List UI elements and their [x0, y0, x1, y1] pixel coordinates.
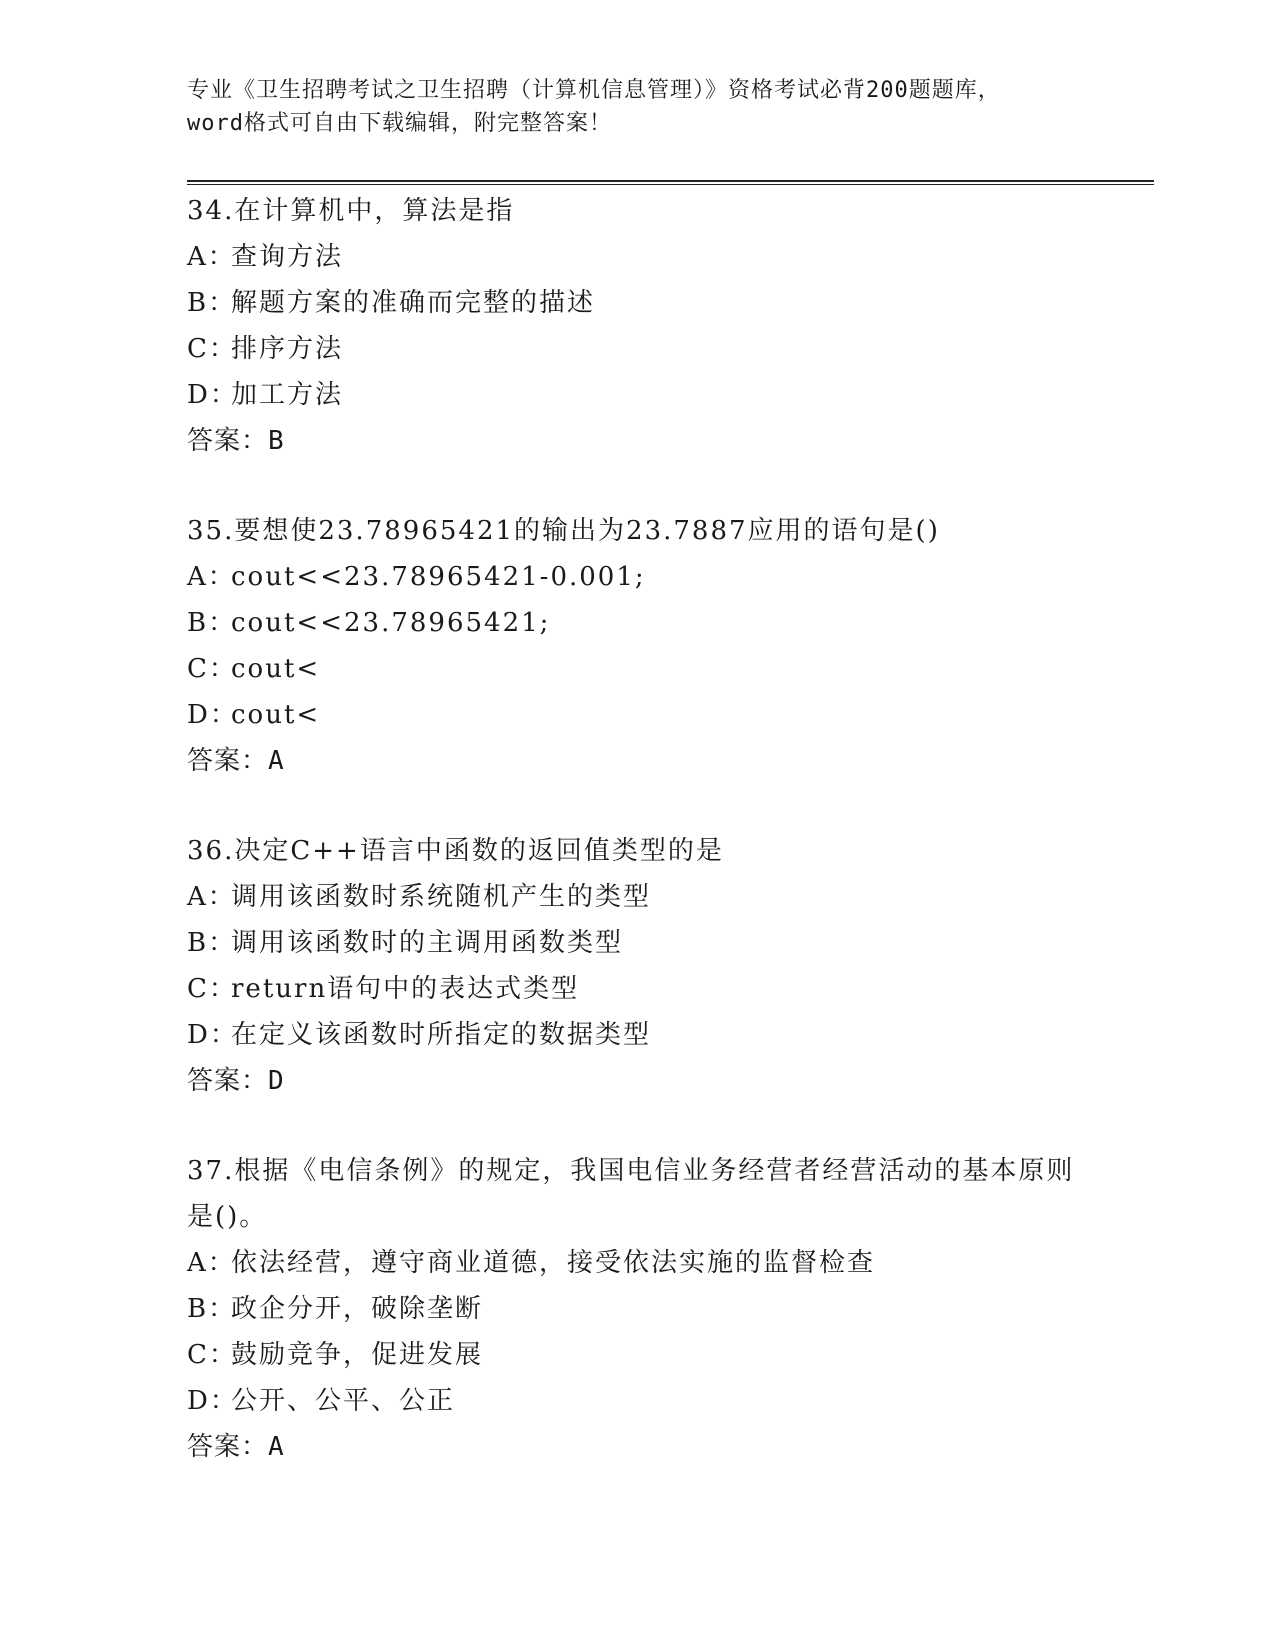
option-c [187, 326, 1087, 372]
option-text: 在定义该函数时所指定的数据类型 [231, 1020, 652, 1050]
answer: 答案：B [187, 426, 285, 456]
option-text: 调用该函数时的主调用函数类型 [231, 928, 624, 958]
option-key: C： [187, 654, 237, 684]
option-key: A： [187, 1248, 236, 1278]
answer: 答案：D [187, 1066, 285, 1096]
header-line-1: 专业《卫生招聘考试之卫生招聘（计算机信息管理）》资格考试必背200题题库， [187, 78, 1001, 103]
option-text: cout< [231, 654, 321, 684]
question-37 [187, 1148, 1077, 1470]
option-text: 政企分开，破除垄断 [231, 1294, 484, 1324]
option-key: B： [187, 288, 237, 318]
option-a [187, 874, 1087, 920]
option-key: D： [187, 1386, 238, 1416]
option-c [187, 966, 1087, 1012]
option-text: 鼓励竞争，促进发展 [231, 1340, 484, 1370]
option-text: 查询方法 [231, 242, 344, 272]
option-text: 解题方案的准确而完整的描述 [231, 288, 596, 318]
answer: 答案：A [187, 746, 285, 776]
option-d [187, 372, 1087, 418]
option-key: D： [187, 1020, 238, 1050]
option-key: D： [187, 700, 238, 730]
option-key: A： [187, 242, 236, 272]
header-divider-thick [187, 180, 1154, 182]
question-36 [187, 828, 1087, 1104]
option-text: cout< [231, 700, 321, 730]
answer: 答案：A [187, 1432, 285, 1462]
option-key: C： [187, 334, 237, 364]
question-34 [187, 188, 1087, 464]
option-text: 加工方法 [231, 380, 344, 410]
option-key: D： [187, 380, 238, 410]
header-line-2: word格式可自由下载编辑，附完整答案！ [187, 111, 612, 136]
option-a [187, 554, 1087, 600]
option-d [187, 1012, 1087, 1058]
question-stem: 37.根据《电信条例》的规定，我国电信业务经营者经营活动的基本原则是()。 [187, 1156, 1075, 1232]
option-a [187, 234, 1087, 280]
question-35 [187, 508, 1087, 784]
option-text: cout<<23.78965421; [231, 608, 551, 638]
option-key: C： [187, 1340, 237, 1370]
option-b [187, 920, 1087, 966]
question-stem: 34.在计算机中，算法是指 [187, 196, 515, 226]
option-d [187, 692, 1087, 738]
question-stem: 36.决定C++语言中函数的返回值类型的是 [187, 836, 724, 866]
header-divider-thin [187, 184, 1154, 185]
option-key: B： [187, 608, 237, 638]
option-text: 调用该函数时系统随机产生的类型 [231, 882, 652, 912]
option-text: 排序方法 [231, 334, 344, 364]
option-c [187, 646, 1087, 692]
option-text: 依法经营，遵守商业道德，接受依法实施的监督检查 [231, 1248, 876, 1278]
option-c [187, 1332, 1077, 1378]
option-key: A： [187, 882, 236, 912]
option-text: 公开、公平、公正 [231, 1386, 456, 1416]
option-b [187, 280, 1087, 326]
option-key: B： [187, 928, 237, 958]
question-stem: 35.要想使23.78965421的输出为23.7887应用的语句是() [187, 516, 940, 546]
option-key: C： [187, 974, 237, 1004]
option-text: return语句中的表达式类型 [231, 974, 580, 1004]
option-key: A： [187, 562, 236, 592]
document-header [187, 74, 1087, 140]
option-text: cout<<23.78965421-0.001; [231, 562, 646, 592]
option-key: B： [187, 1294, 237, 1324]
option-d [187, 1378, 1077, 1424]
option-b [187, 1286, 1077, 1332]
option-a [187, 1240, 1077, 1286]
option-b [187, 600, 1087, 646]
